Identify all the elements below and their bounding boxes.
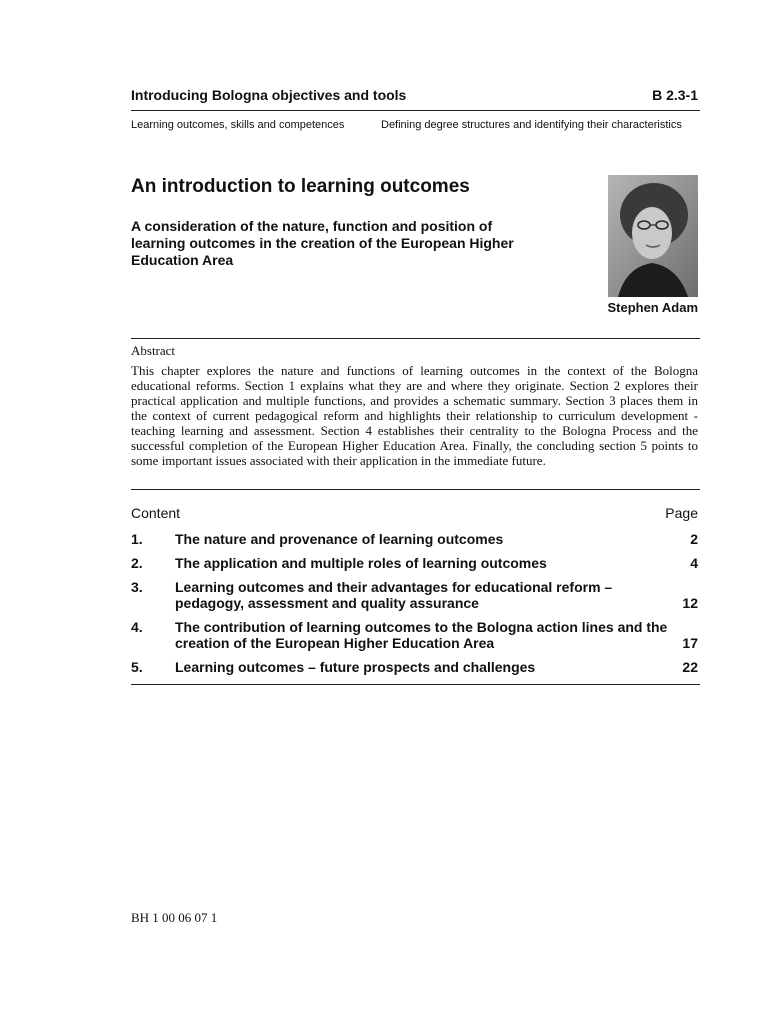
toc-entry-number: 1. [131,531,143,547]
contents-page-label: Page [665,505,698,521]
toc-entry-page: 17 [682,635,698,651]
author-name: Stephen Adam [607,300,698,315]
abstract-label: Abstract [131,343,176,358]
contents-header [131,505,698,521]
toc-entry[interactable] [131,555,698,571]
page-footer: BH 1 00 06 07 1 [131,910,218,925]
toc-entry[interactable] [131,619,698,651]
toc-entry-page: 2 [690,531,698,547]
toc-entry-title: The contribution of learning outcomes to the Bologna action lines and the creation of the European Higher Education Area [175,619,668,651]
toc-entry[interactable] [131,659,698,675]
toc-entry-page: 12 [682,595,698,611]
toc-entry-title: Learning outcomes and their advantages for educational reform – pedagogy, assessment and quality assurance [175,579,613,611]
toc-entry-title: The nature and provenance of learning outcomes [175,531,504,547]
toc-entry-title: Learning outcomes – future prospects and challenges [175,659,536,675]
toc-entry[interactable] [131,579,698,611]
running-subheader [131,119,698,131]
header-divider [131,110,700,111]
abstract-bottom-divider [131,489,700,490]
toc-entry[interactable] [131,531,698,547]
author-photo [608,175,698,297]
toc-entry-number: 5. [131,659,143,675]
toc-entry-number: 2. [131,555,143,571]
toc-entry-number: 4. [131,619,143,635]
contents-bottom-divider [131,684,700,685]
contents-label: Content [131,505,181,521]
toc-entry-page: 4 [690,555,698,571]
toc-entry-title: The application and multiple roles of learning outcomes [175,555,547,571]
page-subtitle: A consideration of the nature, function and position of learning outcomes in the creation of the European Higher Education Area [131,218,514,268]
page-title: An introduction to learning outcomes [131,176,470,197]
abstract-top-divider [131,338,700,339]
table-of-contents [131,531,698,683]
subheader-left: Learning outcomes, skills and competences [131,119,345,131]
header-chapter-code: B 2.3-1 [652,87,698,103]
toc-entry-page: 22 [682,659,698,675]
header-section-title: Introducing Bologna objectives and tools [131,87,407,103]
subheader-right: Defining degree structures and identifying their characteristics [381,119,682,131]
running-header [131,87,698,103]
abstract-text: This chapter explores the nature and functions of learning outcomes in the context of the Bologna educational reforms. Section 1 explains what they are and where they originate. Section 2 explores their practical application and multiple functions, and provides a schematic summary. Section 3 places them in the context of current pedagogical reform and highlights their relationship to curriculum development - teaching learning and assessment. Section 4 establishes their centrality to the Bologna Process and the successful completion of the European Higher Education Area. Finally, the concluding section 5 points to some important issues associated with their application in the immediate future. [131,363,698,468]
toc-entry-number: 3. [131,579,143,595]
